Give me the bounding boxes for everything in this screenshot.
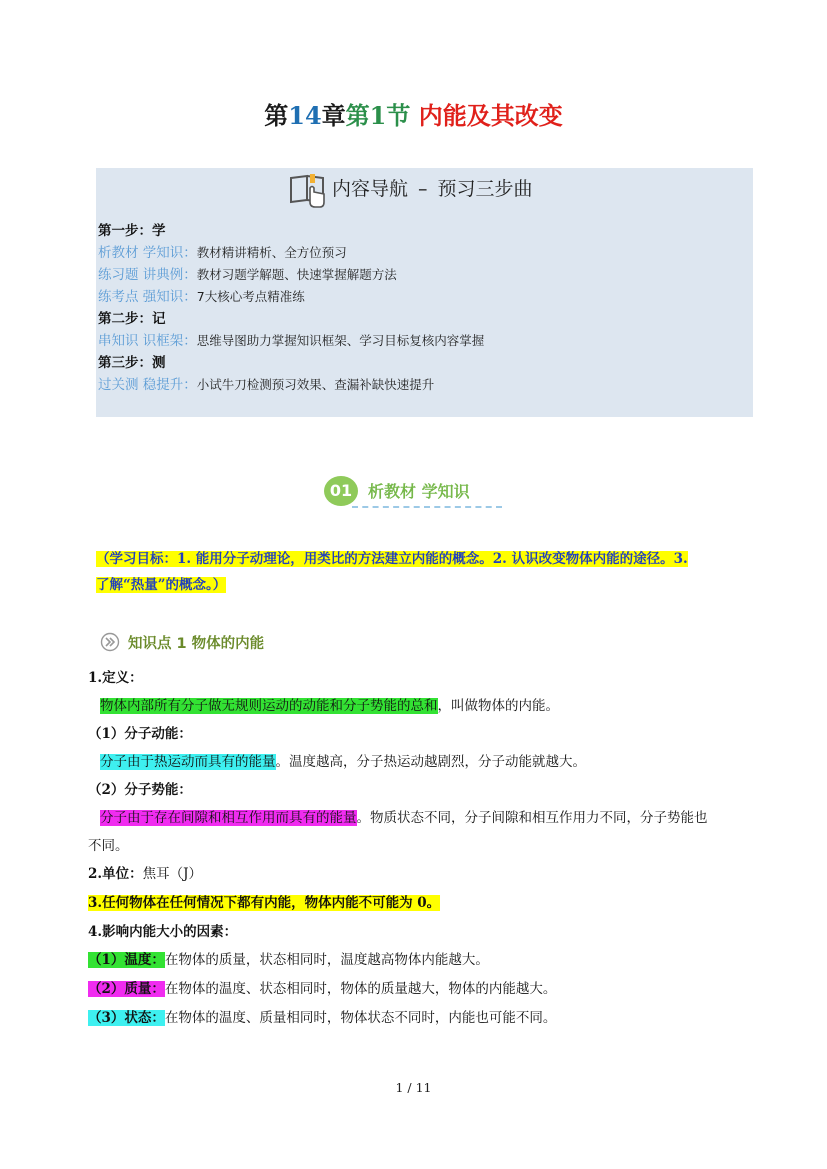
title-part: 节 xyxy=(386,101,411,130)
title-part: 章 xyxy=(321,101,346,130)
factor-mass: （2）质量：在物体的温度、状态相同时，物体的质量越大，物体的内能越大。 xyxy=(88,981,557,997)
step-three-heading: 第三步：测 xyxy=(98,355,166,371)
step-two-heading: 第二步：记 xyxy=(98,311,166,327)
potential-energy-text-cont: 不同。 xyxy=(88,838,129,854)
learning-objectives: （学习目标：1. 能用分子动理论，用类比的方法建立内能的概念。2. 认识改变物体内能的途径。3. 了解“热量”的概念。） xyxy=(96,551,688,593)
section-number: 1 xyxy=(369,101,387,130)
page-number: 1 / 11 xyxy=(395,1080,432,1095)
factor-state: （3）状态：在物体的温度、质量相同时，物体状态不同时，内能也可能不同。 xyxy=(88,1010,557,1026)
factor-temperature: （1）温度：在物体的质量，状态相同时，温度越高物体内能越大。 xyxy=(88,952,489,968)
nav-header xyxy=(96,168,753,208)
nav-row: 练考点 强知识：7大核心考点精准练 xyxy=(98,289,305,305)
title-part: 第 xyxy=(264,101,289,130)
content-navigation-box xyxy=(96,168,753,417)
step-one-heading: 第一步：学 xyxy=(98,223,166,239)
unit-line: 2.单位：焦耳（J） xyxy=(88,866,203,882)
section-label: 析教材 学知识 xyxy=(368,482,470,501)
kinetic-energy-text: 分子由于热运动而具有的能量。温度越高，分子热运动越剧烈，分子动能就越大。 xyxy=(100,754,586,770)
definition-heading: 1.定义： xyxy=(88,670,143,686)
nav-title: 内容导航 – 预习三步曲 xyxy=(332,178,533,200)
definition-text: 物体内部所有分子做无规则运动的动能和分子势能的总和，叫做物体的内能。 xyxy=(100,698,559,714)
title-topic: 内能及其改变 xyxy=(418,101,563,130)
chapter-number: 14 xyxy=(288,101,322,130)
badge-underline xyxy=(352,506,502,508)
page-title xyxy=(0,98,827,134)
section-number-badge: 01 xyxy=(324,476,358,506)
nav-row: 过关测 稳提升：小试牛刀检测预习效果、查漏补缺快速提升 xyxy=(98,377,435,393)
arrow-circle-icon xyxy=(100,632,120,652)
factors-heading: 4.影响内能大小的因素： xyxy=(88,924,238,940)
kinetic-energy-heading: （1）分子动能： xyxy=(88,726,192,742)
nav-row: 练习题 讲典例：教材习题学解题、快速掌握解题方法 xyxy=(98,267,397,283)
nav-row: 串知识 识框架：思维导图助力掌握知识框架、学习目标复核内容掌握 xyxy=(98,333,485,349)
section-badge xyxy=(324,476,504,510)
nav-row: 析教材 学知识：教材精讲精析、全方位预习 xyxy=(98,245,347,261)
book-hand-icon xyxy=(288,170,330,208)
title-part: 第 xyxy=(345,101,370,130)
potential-energy-heading: （2）分子势能： xyxy=(88,782,192,798)
potential-energy-text: 分子由于存在间隙和相互作用而具有的能量。物质状态不同，分子间隙和相互作用力不同，分子势能也 xyxy=(100,810,708,826)
any-object-statement: 3.任何物体在任何情况下都有内能，物体内能不可能为 0。 xyxy=(88,895,441,911)
